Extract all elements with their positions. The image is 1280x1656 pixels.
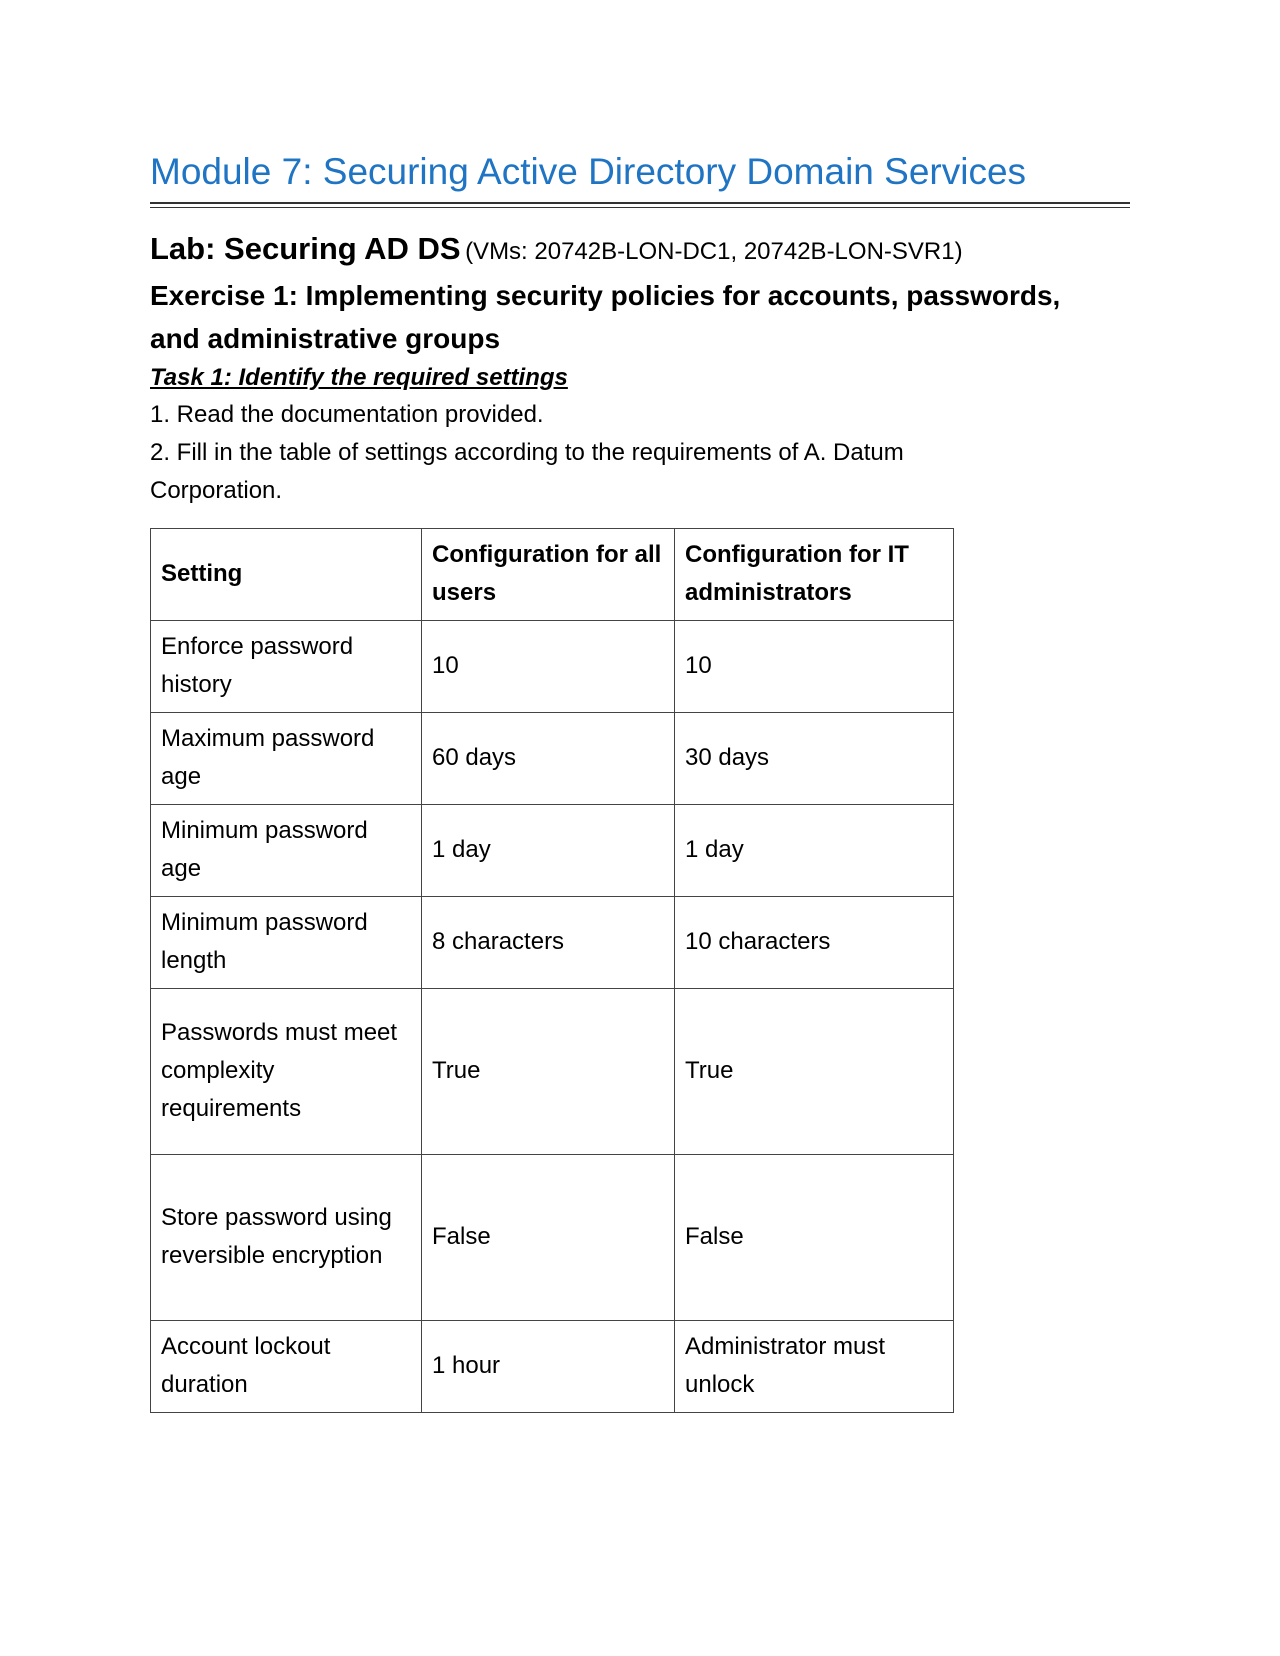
table-row [151, 1320, 954, 1412]
table-header-row [151, 528, 954, 620]
cell-all-users: 60 days [422, 712, 675, 804]
title-divider [150, 202, 1130, 208]
table-row [151, 896, 954, 988]
table-row [151, 804, 954, 896]
header-it-admins: Configuration for IT administrators [675, 528, 954, 620]
cell-all-users: True [422, 988, 675, 1154]
cell-setting: Account lockout duration [151, 1320, 422, 1412]
cell-setting: Passwords must meet complexity requirements [151, 988, 422, 1154]
lab-title: Lab: Securing AD DS [150, 231, 461, 267]
module-title: Module 7: Securing Active Directory Domain Services [150, 151, 1027, 192]
exercise-heading: Exercise 1: Implementing security policies for accounts, passwords, and administrative groups [150, 279, 1061, 354]
cell-it-admins: 1 day [675, 804, 954, 896]
cell-all-users: 1 day [422, 804, 675, 896]
task-heading: Task 1: Identify the required settings [150, 363, 568, 391]
cell-setting: Store password using reversible encryption [151, 1154, 422, 1320]
table-row [151, 712, 954, 804]
settings-table [150, 528, 954, 1413]
cell-setting: Maximum password age [151, 712, 422, 804]
cell-setting: Minimum password length [151, 896, 422, 988]
table-row [151, 988, 954, 1154]
step-1: 1. Read the documentation provided. [150, 400, 544, 428]
cell-it-admins: 30 days [675, 712, 954, 804]
lab-vms: (VMs: 20742B-LON-DC1, 20742B-LON-SVR1) [465, 238, 963, 266]
cell-it-admins: Administrator must unlock [675, 1320, 954, 1412]
cell-all-users: 1 hour [422, 1320, 675, 1412]
cell-all-users: 8 characters [422, 896, 675, 988]
document-page [150, 150, 1130, 1413]
header-setting: Setting [151, 528, 422, 620]
table-row [151, 1154, 954, 1320]
step-2: 2. Fill in the table of settings according to the requirements of A. Datum Corporation. [150, 438, 904, 504]
cell-it-admins: True [675, 988, 954, 1154]
cell-it-admins: 10 characters [675, 896, 954, 988]
cell-it-admins: 10 [675, 620, 954, 712]
cell-it-admins: False [675, 1154, 954, 1320]
lab-heading [150, 230, 1130, 267]
cell-all-users: False [422, 1154, 675, 1320]
header-all-users: Configuration for all users [422, 528, 675, 620]
cell-setting: Minimum password age [151, 804, 422, 896]
cell-all-users: 10 [422, 620, 675, 712]
cell-setting: Enforce password history [151, 620, 422, 712]
table-row [151, 620, 954, 712]
